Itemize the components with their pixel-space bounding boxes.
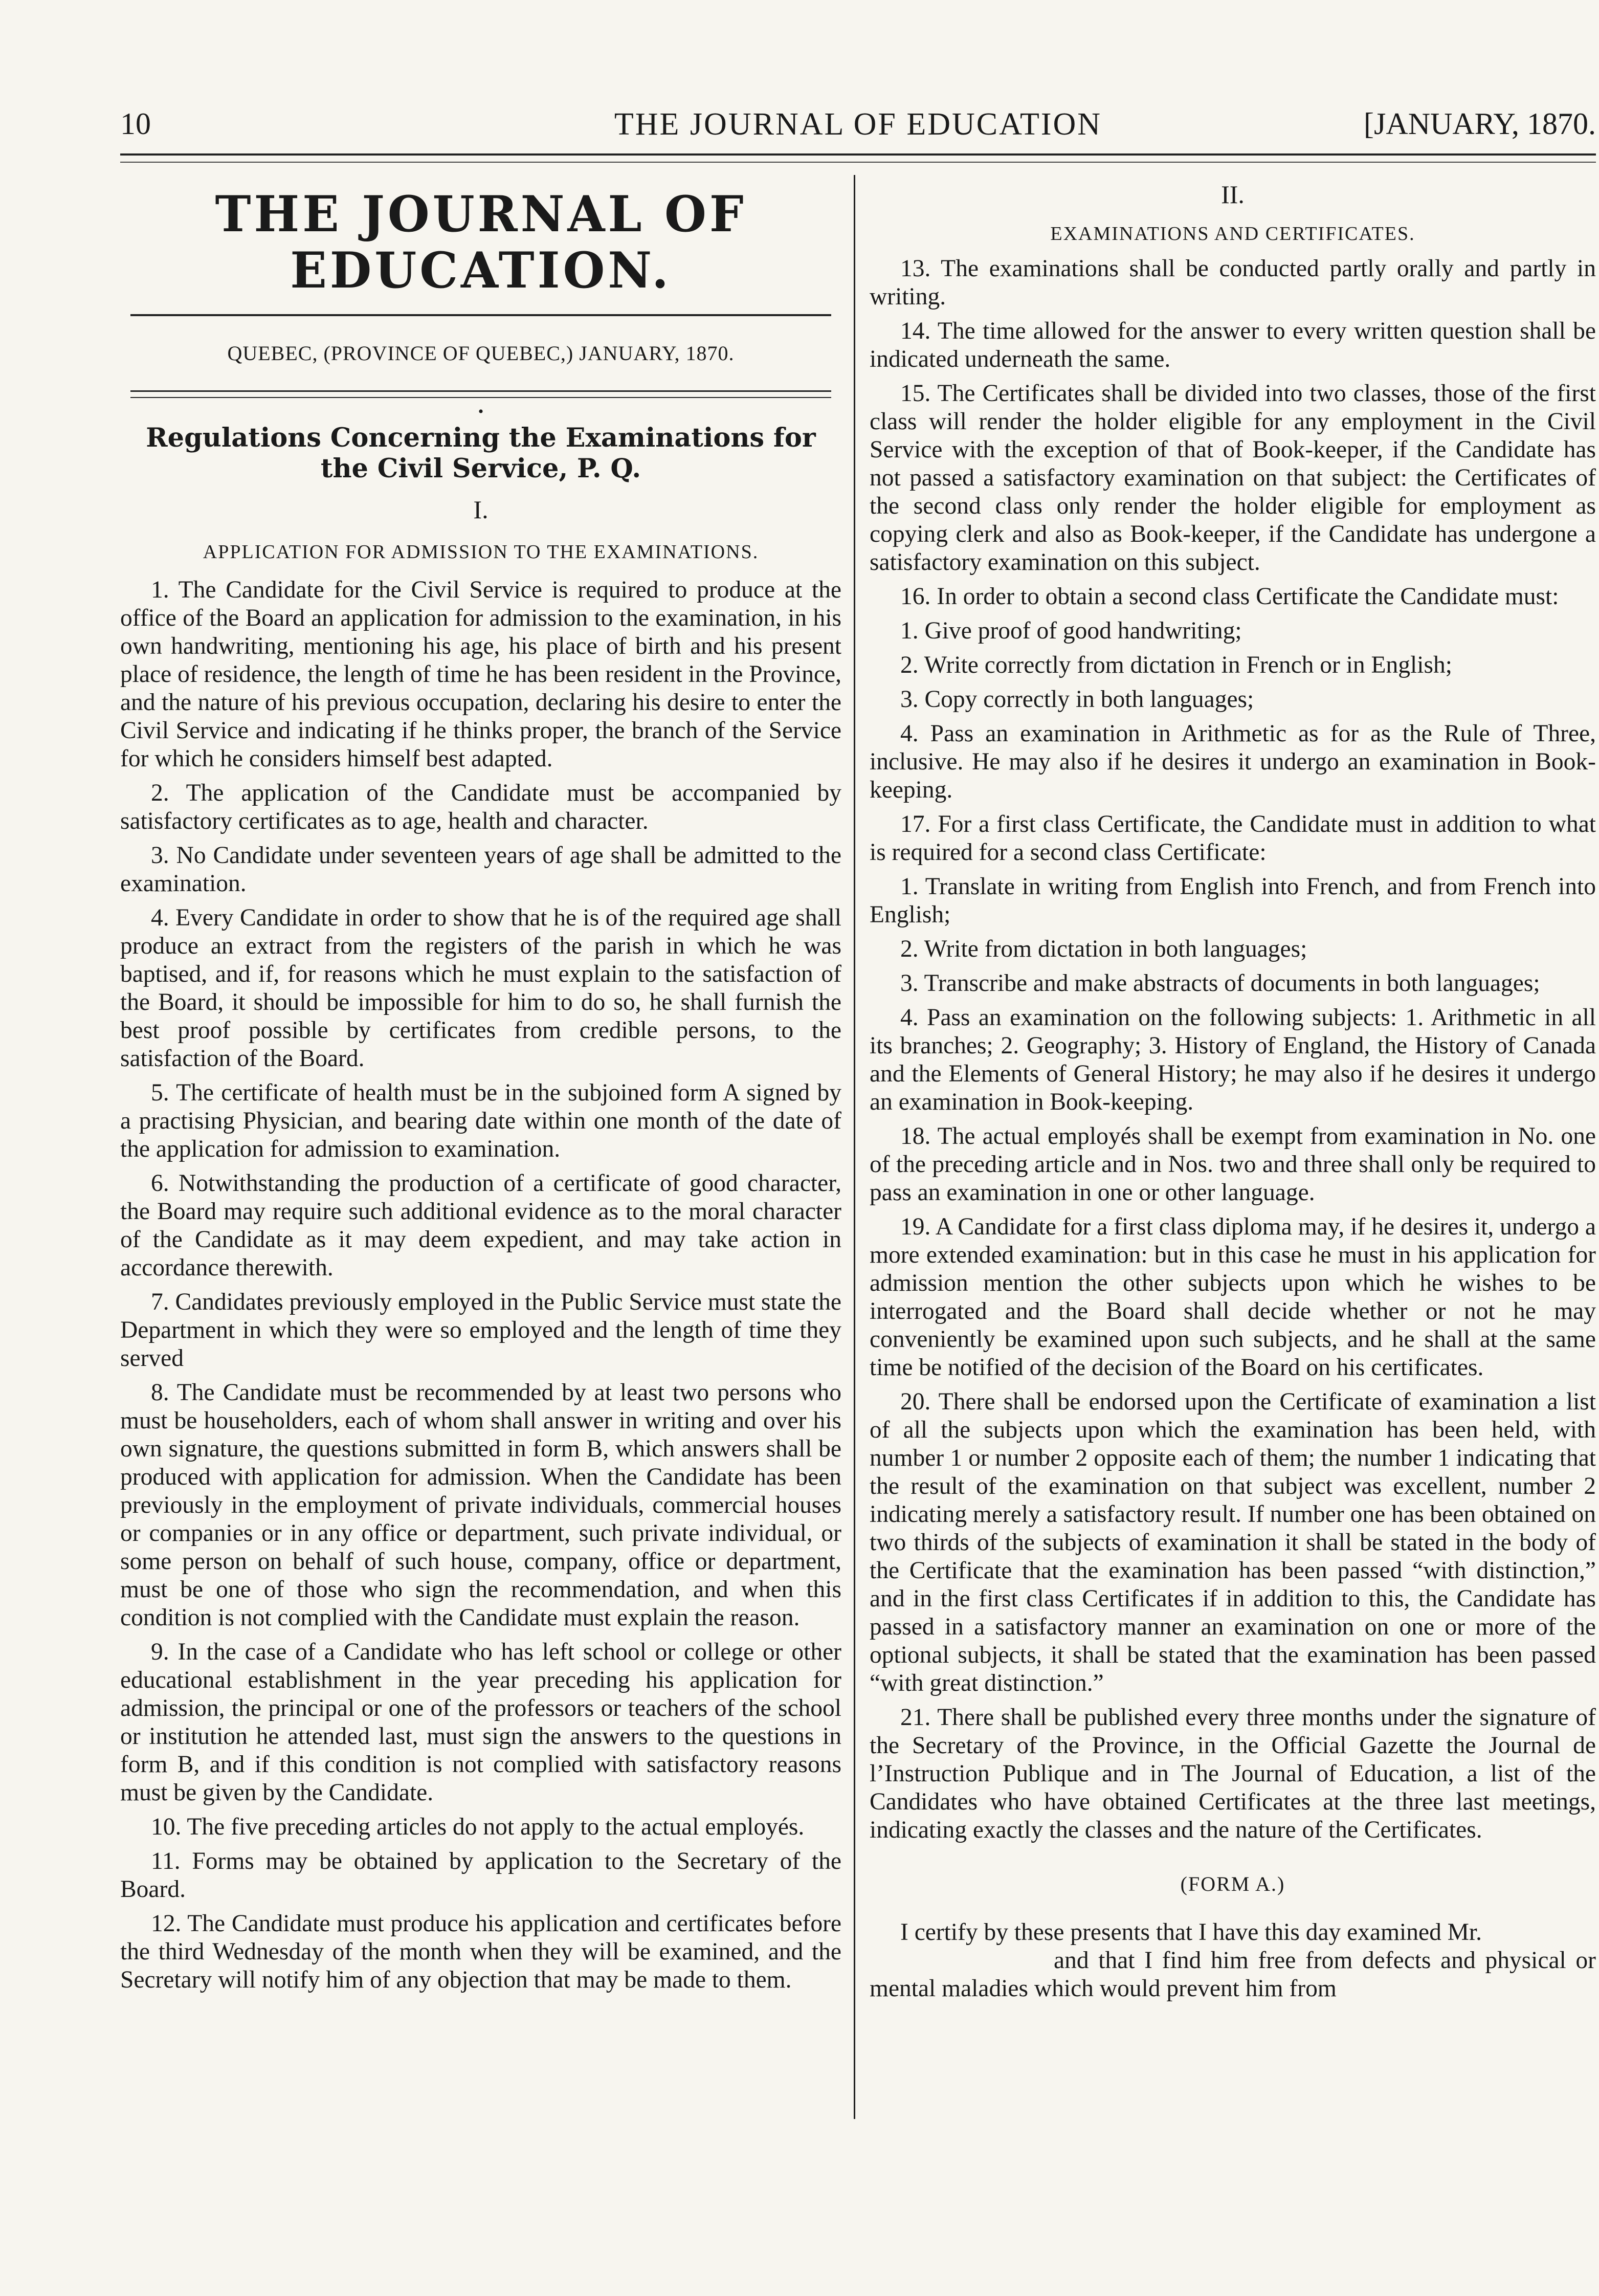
running-head — [120, 106, 1596, 168]
paragraph: 8. The Candidate must be recommended by at least two persons who must be householders, each of whom shall answer in writing and over his own signature, the questions submitted in form B, which answers shall be produced with application for admission. When the Candidate has been previously in the employment of private individuals, commercial houses or companies or in any office or department, such private individual, or some person on behalf of such house, company, office or department, must be one of those who sign the recommendation, and when this condition is not complied with the Candidate must explain the reason. — [120, 1379, 841, 1631]
list-item: 1. Translate in writing from English into French, and from French into English; — [870, 873, 1596, 928]
section-numeral-1: I. — [473, 495, 488, 524]
paragraph: 6. Notwithstanding the production of a certificate of good character, the Board may require such additional evidence as to the moral character of the Candidate as it may deem expedient, and may take action in accordance therewith. — [120, 1170, 841, 1281]
list-item: 4. Pass an examination on the following subjects: 1. Arithmetic in all its branches; 2. Geography; 3. History of England, the History of Canada and the Elements of General History; he may also if he desires it undergo an examination in Book-keeping. — [870, 1004, 1596, 1115]
list-item: 3. Transcribe and make abstracts of documents in both languages; — [900, 970, 1540, 997]
column-divider — [854, 175, 855, 2119]
page-number: 10 — [120, 107, 151, 141]
form-a-line-1: I certify by these presents that I have this day examined Mr. — [900, 1919, 1482, 1946]
masthead-rule — [130, 314, 831, 316]
running-title: THE JOURNAL OF EDUCATION — [614, 107, 1102, 142]
paragraph: 14. The time allowed for the answer to every written question shall be indicated underneath the same. — [870, 318, 1596, 372]
paragraph: 1. The Candidate for the Civil Service is required to produce at the office of the Board an application for admission to the examination, in his own handwriting, mentioning his age, his place of birth and his present place of residence, the length of time he has been resident in the Province, and the nature of his previous occupation, declaring his desire to enter the Civil Service and indicating if he thinks proper, the branch of the Service for which he considers himself best adapted. — [120, 577, 841, 772]
ornament-dot: • — [478, 403, 484, 420]
list-item: 2. Write from dictation in both languages; — [900, 936, 1307, 962]
paragraph: 10. The five preceding articles do not apply to the actual employés. — [151, 1814, 805, 1840]
paragraph: 2. The application of the Candidate must be accompanied by satisfactory certificates as to age, health and character. — [120, 780, 841, 834]
article-heading: Regulations Concerning the Examinations for the Civil Service, P. Q. — [146, 423, 816, 484]
paragraph: 11. Forms may be obtained by application to the Secretary of the Board. — [120, 1848, 841, 1903]
paragraph: 21. There shall be published every three months under the signature of the Secretary of the Province, in the Official Gazette the Journal de l’Instruction Publique and in The Journal of Education, a list of the Candidates who have obtained Certificates at the three last meetings, indicating exactly the classes and the nature of the Certificates. — [870, 1704, 1596, 1843]
section-title-1: APPLICATION FOR ADMISSION TO THE EXAMINATIONS. — [203, 541, 759, 563]
paragraph: 7. Candidates previously employed in the Public Service must state the Department in which they were so employed and the length of time they served — [120, 1289, 841, 1372]
form-a-heading: (FORM A.) — [1180, 1872, 1285, 1895]
paragraph: 5. The certificate of health must be in the subjoined form A signed by a practising Physician, and bearing date within one month of the date of the application for admission to examination. — [120, 1079, 841, 1162]
paragraph: 3. No Candidate under seventeen years of age shall be admitted to the examination. — [120, 842, 841, 897]
paragraph: 18. The actual employés shall be exempt from examination in No. one of the preceding article and in Nos. two and three shall only be required to pass an examination in one or other language. — [870, 1123, 1596, 1206]
section-title-2: EXAMINATIONS AND CERTIFICATES. — [1050, 223, 1415, 245]
list-item: 3. Copy correctly in both languages; — [900, 686, 1254, 713]
paragraph: 13. The examinations shall be conducted partly orally and partly in writing. — [870, 255, 1596, 310]
section-numeral-2: II. — [1221, 180, 1245, 209]
masthead-title: THE JOURNAL OF EDUCATION. — [215, 185, 747, 299]
running-date: [JANUARY, 1870. — [1364, 107, 1596, 141]
paragraph: 16. In order to obtain a second class Certificate the Candidate must: — [900, 583, 1559, 610]
left-column — [120, 179, 841, 1994]
paragraph: 12. The Candidate must produce his application and certificates before the third Wednesday of the month when they will be examined, and the Secretary will notify him of any objection that may be made to them. — [120, 1910, 841, 1993]
paragraph: 4. Every Candidate in order to show that he is of the required age shall produce an extract from the registers of the parish in which he was baptised, and if, for reasons which he must explain to the satisfaction of the Board, it should be impossible for him to do so, he shall furnish the best proof possible by certificates from credible persons, to the satisfaction of the Board. — [120, 904, 841, 1072]
form-a-line-2-wrap — [870, 1947, 1596, 2003]
paragraph: 17. For a first class Certificate, the Candidate must in addition to what is required for a second class Certificate: — [870, 811, 1596, 866]
paragraph: 20. There shall be endorsed upon the Certificate of examination a list of all the subjects upon which the examination has been held, with number 1 or number 2 opposite each of them; the number 1 indicating that the result of the examination on that subject was excellent, number 2 indicating merely a satisfactory result. If number one has been obtained on two thirds of the subjects of examination it shall be stated in the body of the Certificate that the examination has been passed “with distinction,” and in the first class Certificates if in addition to this, the Candidate has passed in a satisfactory manner an examination on one or more of the optional subjects, it shall be stated that the examination has been passed “with great distinction.” — [870, 1388, 1596, 1696]
list-item: 1. Give proof of good handwriting; — [900, 617, 1242, 644]
header-rule — [120, 153, 1596, 156]
paragraph: 9. In the case of a Candidate who has left school or college or other educational establishment in the year preceding his application for admission, the principal or one of the professors or teachers of the school or institution he attended last, must sign the answers to the questions in form B, and if this condition is not complied with satisfactory reasons must be given by the Candidate. — [120, 1639, 841, 1806]
header-rule-thin — [120, 162, 1596, 163]
list-item: 2. Write correctly from dictation in French or in English; — [900, 652, 1452, 678]
dateline-rule — [130, 390, 831, 398]
paragraph: 19. A Candidate for a first class diploma may, if he desires it, undergo a more extended examination: but in this case he must in his application for admission mention the other subjects upon which he wishes to be interrogated and the Board shall decide whether or not he may conveniently be examined upon such subjects, and he shall at the same time be notified of the decision of the Board on his certificates. — [870, 1213, 1596, 1381]
form-a-line-2: and that I find him free from defects and physical or mental maladies which would prevent him from — [870, 1947, 1596, 2002]
paragraph: 15. The Certificates shall be divided into two classes, those of the first class will render the holder eligible for any employment in the Civil Service with the exception of that of Book-keeper, if the Candidate has not passed a satisfactory examination on that subject: the Certificates of the second class only render the holder eligible for employment as copying clerk and also as Book-keeper, if the Candidate has undergone a satisfactory examination on this subject. — [870, 380, 1596, 576]
right-column — [870, 179, 1596, 2003]
dateline: QUEBEC, (PROVINCE OF QUEBEC,) JANUARY, 1870. — [227, 342, 735, 365]
list-item: 4. Pass an examination in Arithmetic as for as the Rule of Three, inclusive. He may also if he desires it undergo an examination in Book-keeping. — [870, 720, 1596, 803]
